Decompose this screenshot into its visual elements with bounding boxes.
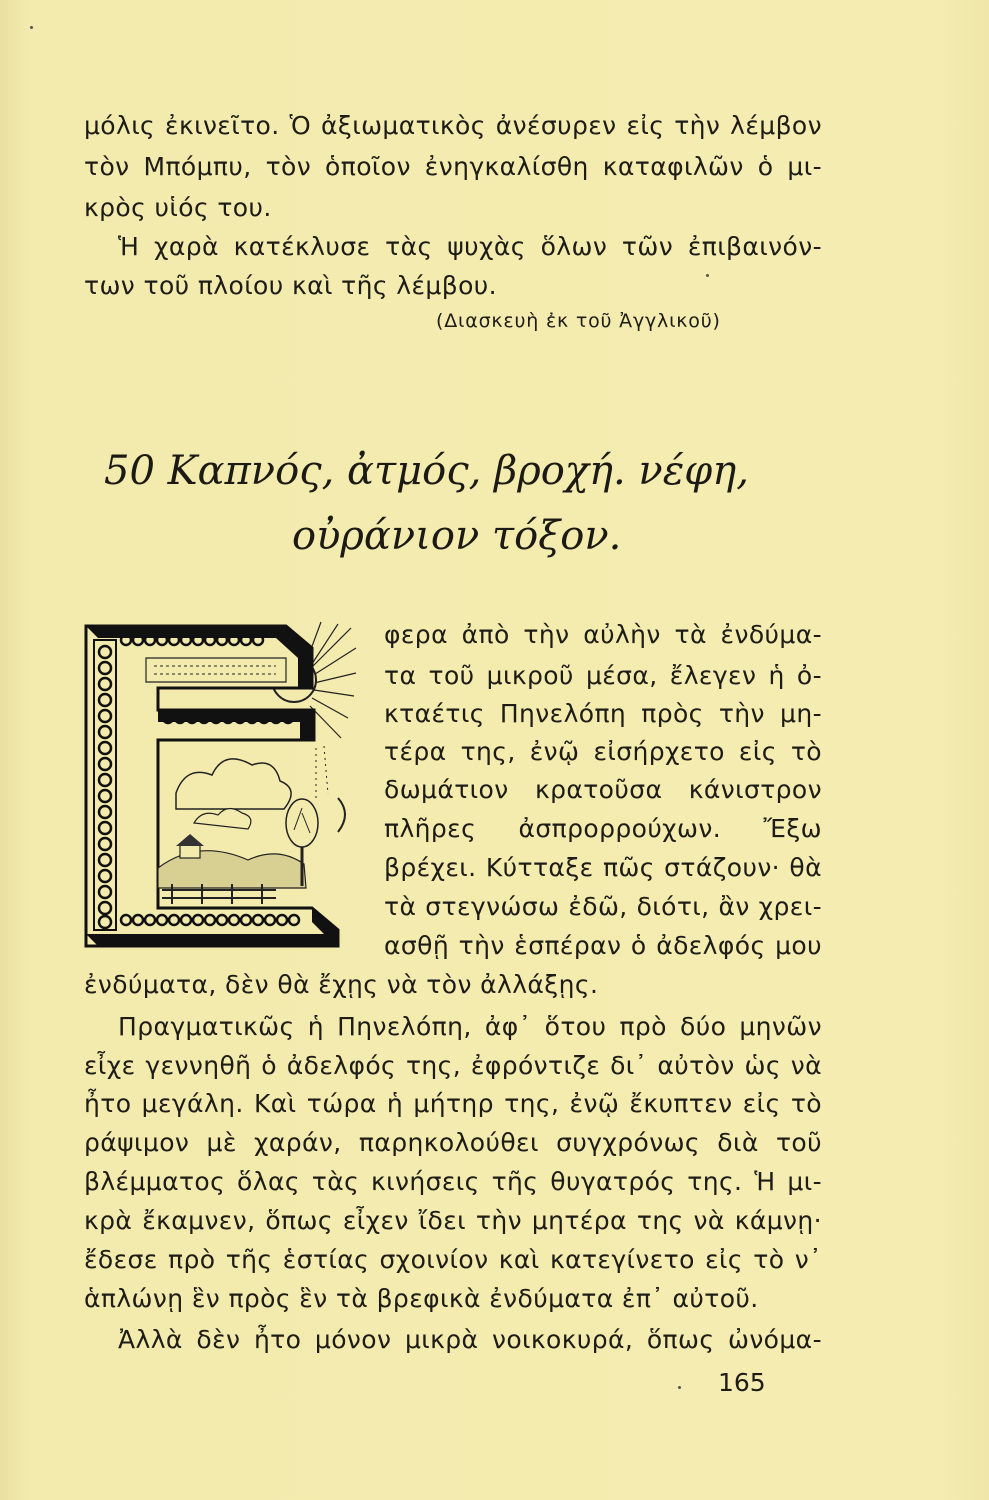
text-line: φερα ἀπὸ τὴν αὐλὴν τὰ ἐνδύμα- xyxy=(384,620,822,649)
attribution: (Διασκευὴ ἐκ τοῦ Ἀγγλικοῦ) xyxy=(436,310,721,332)
text-line: ασθῇ τὴν ἑσπέραν ὁ ἀδελφός μου xyxy=(384,931,822,960)
text-line: ἐνδύματα, δὲν θὰ ἔχῃς νὰ τὸν ἀλλάξῃς. xyxy=(84,970,599,999)
page-number: 165 xyxy=(718,1368,766,1397)
text-line: εἶχε γεννηθῆ ὁ ἀδελφός της, ἐφρόντιζε δι᾿ αὐτὸν ὡς νὰ xyxy=(84,1051,822,1080)
text-line: ράψιμον μὲ χαράν, παρηκολούθει συγχρόνως διὰ τοῦ xyxy=(84,1128,822,1157)
text-line: δωμάτιον κρατοῦσα κάνιστρον xyxy=(384,775,822,804)
chapter-title-line-2: οὐράνιον τόξον. xyxy=(292,513,622,559)
text-line: κταέτις Πηνελόπη πρὸς τὴν μη- xyxy=(384,699,822,728)
print-speck xyxy=(706,274,709,277)
print-speck xyxy=(678,1386,681,1389)
text-line: κρὰ ἔκαμνεν, ὅπως εἶχεν ἴδει τὴν μητέρα της νὰ κάμνῃ· xyxy=(84,1206,822,1235)
text-line: ἦτο μεγάλη. Καὶ τώρα ἡ μήτηρ της, ἐνῷ ἔκυπτεν εἰς τὸ xyxy=(84,1089,822,1118)
text-line: βλέμματος ὅλας τὰς κινήσεις τῆς θυγατρός της. Ἡ μι- xyxy=(84,1167,822,1196)
text-line: των τοῦ πλοίου καὶ τῆς λέμβου. xyxy=(84,271,497,300)
text-line: πλῆρες ἀσπρορρούχων. Ἔξω xyxy=(384,814,822,843)
text-line: μόλις ἐκινεῖτο. Ὁ ἀξιωματικὸς ἀνέσυρεν εἰς τὴν λέμβον xyxy=(84,111,822,140)
text-line: ἁπλώνῃ ἓν πρὸς ἓν τὰ βρεφικὰ ἐνδύματα ἐπ᾿ αὐτοῦ. xyxy=(84,1284,759,1313)
text-line: τέρα της, ἐνῷ εἰσήρχετο εἰς τὸ xyxy=(384,737,822,766)
text-line: Ἡ χαρὰ κατέκλυσε τὰς ψυχὰς ὅλων τῶν ἐπιβαινόν- xyxy=(118,232,822,261)
text-line: ἔδεσε πρὸ τῆς ἑστίας σχοινίον καὶ κατεγίνετο εἰς τὸ ν᾿ xyxy=(84,1245,822,1274)
text-line: Πραγματικῶς ἡ Πηνελόπη, ἀφ᾿ ὅτου πρὸ δύο μηνῶν xyxy=(118,1012,822,1041)
text-line: κρὸς υἱός του. xyxy=(84,193,272,222)
text-line: τὸν Μπόμπυ, τὸν ὁποῖον ἐνηγκαλίσθη καταφιλῶν ὁ μι- xyxy=(84,152,822,181)
text-line: τα τοῦ μικροῦ μέσα, ἔλεγεν ἡ ὀ- xyxy=(384,661,822,690)
chapter-title-line-1: 50 Καπνός, ἀτμός, βροχή. νέφη, xyxy=(104,448,749,494)
text-line: τὰ στεγνώσω ἐδῶ, διότι, ἂν χρει- xyxy=(384,892,822,921)
text-line: Ἀλλὰ δὲν ἦτο μόνον μικρὰ νοικοκυρά, ὅπως ὠνόμα- xyxy=(118,1325,822,1354)
text-line: βρέχει. Κύτταξε πῶς στάζουν· θὰ xyxy=(384,853,822,882)
illustrated-initial-epsilon xyxy=(76,618,358,950)
print-speck xyxy=(30,26,33,29)
